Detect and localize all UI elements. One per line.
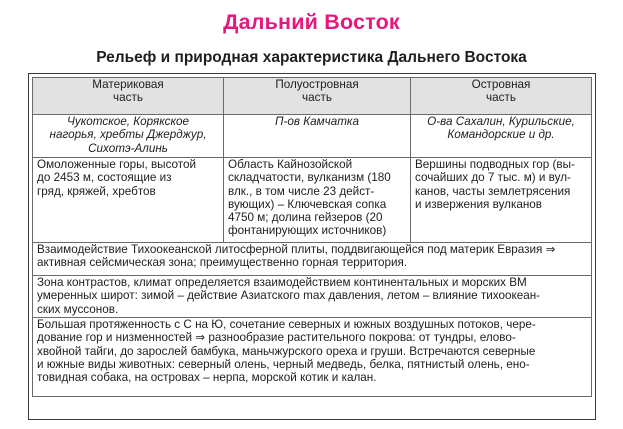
relief-mainland-line: Омоложенные горы, высотой	[37, 158, 197, 171]
relief-islands-line: и извержения вулканов	[415, 197, 543, 211]
climate-line: ских муссонов.	[37, 302, 119, 316]
plate-line: Взаимодействие Тихоокеанской литосферной плиты, поддвигающейся под материк Евразия ⇒	[37, 243, 556, 256]
relief-islands-line: Вершины подводных гор (вы-	[415, 158, 575, 171]
places-islands	[411, 115, 592, 158]
plate-cell	[33, 243, 592, 276]
nature-line: дование гор и низменностей ⇒ разнообразие растительного покрова: от тундры, елово-	[37, 331, 516, 345]
relief-peninsula	[224, 158, 411, 243]
nature-line: товидная собака, на островах – нерпа, морской котик и калан.	[37, 371, 377, 385]
nature-line: и южные виды животных: северный олень, черный медведь, белка, пятнистый олень, ено-	[37, 357, 530, 371]
places-peninsula	[224, 115, 411, 158]
climate-line: умеренных широт: зимой – действие Азиатского max давления, летом – влияние тихоокеан-	[37, 289, 541, 303]
header-mainland	[33, 78, 224, 115]
relief-islands	[411, 158, 592, 243]
header-islands-line2: часть	[486, 91, 516, 105]
nature-line: хвойной тайги, до зарослей бамбука, маньчжурского ореха и груши. Встречаются северные	[37, 344, 536, 358]
climate-line: Зона контрастов, климат определяется взаимодействием континентальных и морских ВМ	[37, 276, 527, 289]
relief-peninsula-line: влк., в том числе 23 дейст-	[228, 184, 375, 198]
climate-row	[33, 276, 592, 318]
header-islands	[411, 78, 592, 115]
plate-line: активная сейсмическая зона; преимущественно горная территория.	[37, 256, 408, 270]
page-title: Дальний Восток	[223, 10, 400, 34]
header-peninsula-line1: Полуостровная	[275, 78, 359, 91]
nature-row	[33, 318, 592, 397]
relief-peninsula-line: фонтанирующих источников)	[228, 224, 387, 238]
relief-peninsula-line: 4750 м; долина гейзеров (20	[228, 211, 383, 225]
table-subtitle: Рельеф и природная характеристика Дальнего Востока	[96, 49, 527, 66]
relief-peninsula-line: складчатости, вулканизм (180	[228, 171, 391, 185]
climate-cell	[33, 276, 592, 318]
nature-line: Большая протяженность с С на Ю, сочетание северных и южных воздушных потоков, чере-	[37, 318, 536, 331]
places-mainland-line: Сихотэ-Алинь	[88, 141, 168, 155]
characteristics-table	[32, 77, 592, 397]
header-mainland-line1: Материковая	[92, 78, 164, 91]
header-row	[33, 78, 592, 115]
header-islands-line1: Островная	[471, 78, 531, 91]
relief-row	[33, 158, 592, 243]
relief-islands-line: канов, часты землетрясения	[415, 184, 571, 198]
plate-row	[33, 243, 592, 276]
places-mainland	[33, 115, 224, 158]
places-row	[33, 115, 592, 158]
relief-mainland	[33, 158, 224, 243]
relief-mainland-line: до 2453 м, состоящие из	[37, 171, 172, 185]
nature-cell	[33, 318, 592, 397]
relief-peninsula-line: вующих) – Ключевская сопка	[228, 197, 387, 211]
header-mainland-line2: часть	[113, 91, 143, 105]
places-islands-line: Командорские и др.	[447, 128, 555, 142]
places-islands-line: О-ва Сахалин, Курильские,	[427, 115, 575, 128]
relief-mainland-line: гряд, кряжей, хребтов	[37, 184, 156, 198]
places-mainland-line: Чукотское, Корякское	[67, 115, 189, 128]
relief-peninsula-line: Область Кайнозойской	[228, 158, 353, 171]
relief-islands-line: сочайших до 7 тыс. м) и вул-	[415, 171, 571, 185]
places-mainland-line: нагорья, хребты Джерджур,	[49, 128, 207, 142]
places-peninsula-line: П-ов Камчатка	[275, 115, 359, 128]
header-peninsula-line2: часть	[302, 91, 332, 105]
header-peninsula	[224, 78, 411, 115]
table-frame	[28, 73, 596, 420]
